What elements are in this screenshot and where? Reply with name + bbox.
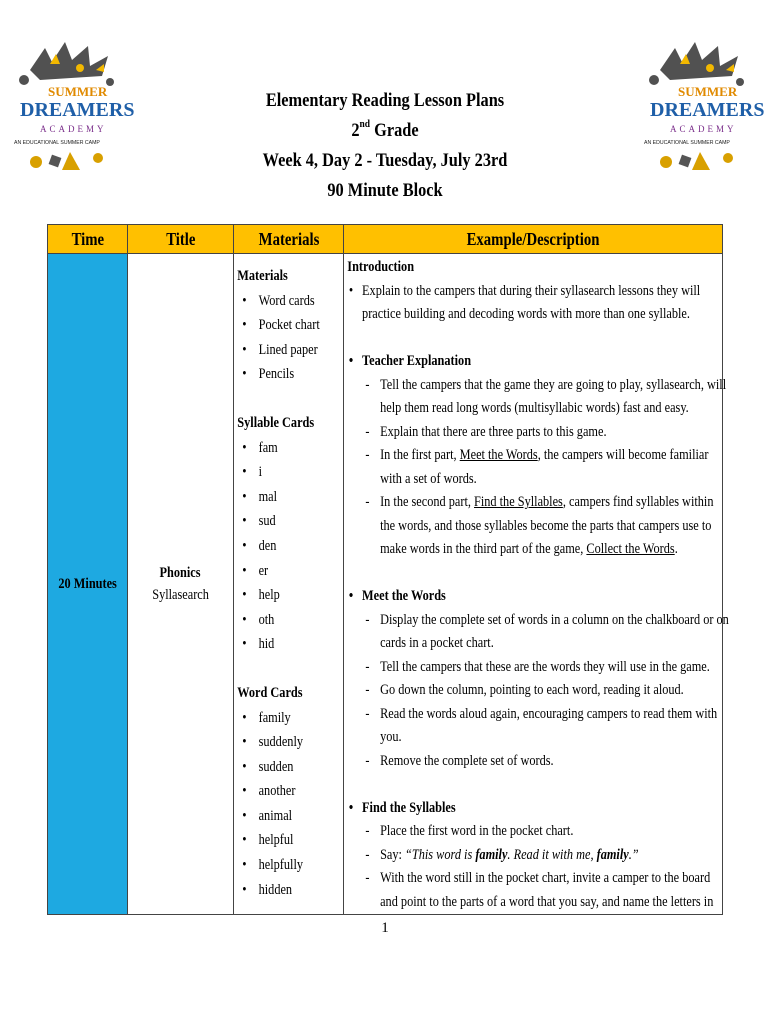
list-item: - Explain that there are three parts to this game.: [365, 423, 607, 440]
description-cell: [344, 254, 729, 915]
list-item: - Tell the campers that these are the words they will use in the game.: [365, 658, 710, 675]
list-item: • i: [237, 460, 323, 485]
list-item-continued: help them read long words (multisyllabic words) fast and easy.: [380, 400, 689, 416]
list-item: • hidden: [237, 878, 323, 903]
logo-word-dreamers: DREAMERS: [650, 99, 765, 121]
list-item: - Display the complete set of words in a column on the chalkboard or on: [365, 611, 729, 628]
list-item: • sud: [237, 509, 323, 534]
logo-tagline: AN EDUCATIONAL SUMMER CAMP: [644, 140, 730, 146]
list-item: • sudden: [237, 755, 323, 780]
materials-heading: Materials: [237, 268, 288, 284]
header-description: Example/Description: [344, 225, 723, 254]
week-line: Week 4, Day 2 - Tuesday, July 23rd: [262, 150, 508, 171]
logo-word-academy: ACADEMY: [40, 124, 107, 134]
list-item: • Pencils: [237, 362, 323, 387]
title-bold: Phonics: [159, 565, 201, 581]
list-item: • another: [237, 779, 323, 804]
list-item: • suddenly: [237, 730, 323, 755]
list-item: • mal: [237, 485, 323, 510]
materials-list: [234, 254, 323, 902]
list-item: • er: [237, 559, 323, 584]
list-item: - Read the words aloud again, encouraging campers to read them with: [365, 705, 718, 722]
list-item-continued: practice building and decoding words with more than one syllable.: [362, 306, 690, 322]
list-item: - In the second part, Find the Syllables, campers find syllables within: [365, 494, 714, 510]
list-item: - Remove the complete set of words.: [365, 752, 554, 769]
header-time: Time: [48, 225, 128, 254]
list-item-continued: the words, and those syllables become the parts that campers use to: [380, 517, 712, 534]
meet-the-words-heading: • Meet the Words: [348, 588, 446, 604]
list-item-continued: and point to the parts of a word that you say, and name the letters in: [380, 893, 714, 910]
materials-cell: [234, 254, 344, 915]
list-item: - With the word still in the pocket chart, invite a camper to the board: [365, 870, 711, 886]
logo-word-summer: SUMMER: [678, 84, 738, 99]
time-cell: 20 Minutes: [48, 254, 128, 915]
page-number: 1: [381, 920, 389, 936]
list-item: - Place the first word in the pocket chart.: [365, 823, 574, 839]
table-row: [48, 254, 723, 915]
teacher-explanation-heading: • Teacher Explanation: [348, 353, 472, 369]
list-item: • hid: [237, 632, 323, 657]
header-materials: Materials: [234, 225, 344, 254]
list-item: • Pocket chart: [237, 313, 323, 338]
find-the-syllables-heading: • Find the Syllables: [348, 799, 456, 816]
block-line: 90 Minute Block: [327, 180, 443, 201]
list-item: • Word cards: [237, 289, 323, 314]
logo-word-summer: SUMMER: [48, 84, 108, 99]
logo-word-dreamers: DREAMERS: [20, 99, 135, 121]
title-line: Elementary Reading Lesson Plans: [265, 90, 505, 111]
list-item: - Say: “This word is family. Read it with me, family.”: [365, 846, 639, 863]
list-item-continued: with a set of words.: [380, 470, 477, 487]
title-sub: Syllasearch: [152, 587, 209, 603]
list-item: • Explain to the campers that during their syllasearch lessons they will: [348, 282, 701, 299]
grade-line: 2nd Grade: [351, 118, 419, 141]
word-cards-heading: Word Cards: [237, 684, 303, 701]
document-title: [0, 86, 770, 206]
logo-word-academy: ACADEMY: [670, 124, 737, 134]
list-item: • oth: [237, 608, 323, 633]
syllable-cards-heading: Syllable Cards: [237, 414, 315, 431]
list-item: • helpful: [237, 828, 323, 853]
list-item: • Lined paper: [237, 338, 323, 363]
list-item-continued: make words in the third part of the game, Collect the Words.: [380, 541, 678, 557]
intro-heading: Introduction: [347, 259, 415, 275]
header-title: Title: [128, 225, 234, 254]
list-item: • help: [237, 583, 323, 608]
lesson-plan-table: [47, 224, 729, 915]
list-item: - In the first part, Meet the Words, the campers will become familiar: [365, 447, 709, 463]
list-item-continued: cards in a pocket chart.: [380, 635, 494, 651]
list-item: • den: [237, 534, 323, 559]
list-item: • fam: [237, 436, 323, 461]
logo-tagline: AN EDUCATIONAL SUMMER CAMP: [14, 140, 100, 146]
table-header-row: [48, 225, 723, 254]
list-item: - Tell the campers that the game they are going to play, syllasearch, will: [365, 376, 727, 393]
list-item: • helpfully: [237, 853, 323, 878]
description-content: [344, 254, 729, 914]
list-item: - Go down the column, pointing to each word, reading it aloud.: [365, 682, 684, 698]
list-item: • family: [237, 706, 323, 731]
list-item: • animal: [237, 804, 323, 829]
title-cell: [128, 254, 234, 915]
list-item-continued: you.: [380, 729, 402, 745]
